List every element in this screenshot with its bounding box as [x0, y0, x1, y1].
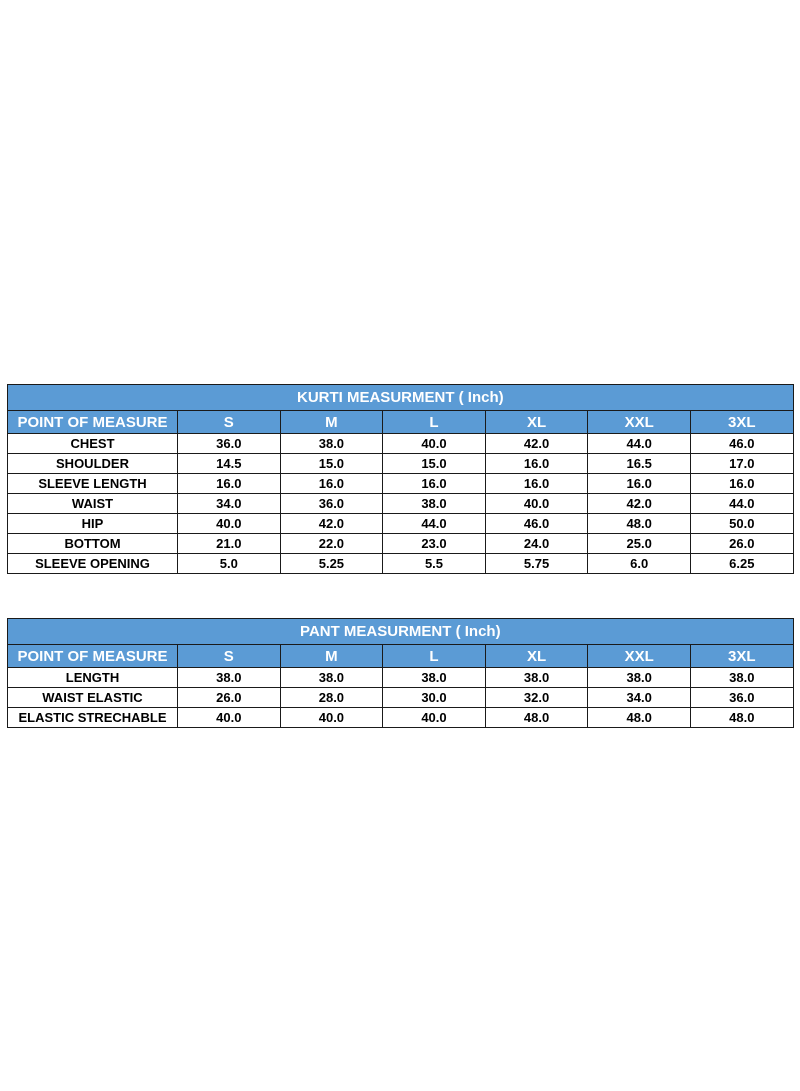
measurement-cell: 48.0: [588, 514, 691, 534]
measurement-cell: 36.0: [690, 688, 793, 708]
measurement-cell: 34.0: [178, 494, 281, 514]
row-label: HIP: [8, 514, 178, 534]
measurement-cell: 26.0: [690, 534, 793, 554]
measurement-cell: 15.0: [280, 454, 383, 474]
measurement-cell: 40.0: [383, 434, 486, 454]
measurement-cell: 22.0: [280, 534, 383, 554]
table-row: [8, 494, 794, 514]
measurement-cell: 38.0: [690, 668, 793, 688]
header-size-s: S: [178, 645, 281, 668]
measurement-cell: 38.0: [280, 668, 383, 688]
table-row: [8, 688, 794, 708]
measurement-cell: 38.0: [588, 668, 691, 688]
measurement-cell: 6.25: [690, 554, 793, 574]
measurement-cell: 16.0: [383, 474, 486, 494]
measurement-cell: 38.0: [178, 668, 281, 688]
measurement-cell: 34.0: [588, 688, 691, 708]
measurement-cell: 46.0: [690, 434, 793, 454]
measurement-cell: 30.0: [383, 688, 486, 708]
table-row: [8, 668, 794, 688]
row-label: ELASTIC STRECHABLE: [8, 708, 178, 728]
measurement-cell: 42.0: [280, 514, 383, 534]
measurement-cell: 28.0: [280, 688, 383, 708]
measurement-cell: 16.0: [690, 474, 793, 494]
header-point-of-measure: POINT OF MEASURE: [8, 411, 178, 434]
measurement-cell: 36.0: [280, 494, 383, 514]
measurement-cell: 5.5: [383, 554, 486, 574]
measurement-cell: 40.0: [280, 708, 383, 728]
table-row: [8, 454, 794, 474]
measurement-cell: 16.0: [485, 454, 588, 474]
measurement-cell: 48.0: [588, 708, 691, 728]
header-size-l: L: [383, 411, 486, 434]
measurement-cell: 38.0: [280, 434, 383, 454]
measurement-cell: 40.0: [383, 708, 486, 728]
measurement-cell: 25.0: [588, 534, 691, 554]
measurement-cell: 16.0: [178, 474, 281, 494]
table-row: [8, 708, 794, 728]
measurement-cell: 40.0: [485, 494, 588, 514]
row-label: LENGTH: [8, 668, 178, 688]
measurement-cell: 48.0: [690, 708, 793, 728]
pant-table-title: PANT MEASURMENT ( Inch): [8, 619, 794, 645]
header-size-xl: XL: [485, 411, 588, 434]
kurti-table-title: KURTI MEASURMENT ( Inch): [8, 385, 794, 411]
measurement-cell: 38.0: [383, 494, 486, 514]
row-label: SLEEVE OPENING: [8, 554, 178, 574]
measurement-cell: 23.0: [383, 534, 486, 554]
header-size-m: M: [280, 645, 383, 668]
measurement-cell: 5.0: [178, 554, 281, 574]
table-row: [8, 534, 794, 554]
measurement-cell: 24.0: [485, 534, 588, 554]
measurement-cell: 38.0: [383, 668, 486, 688]
table-row: [8, 554, 794, 574]
measurement-cell: 40.0: [178, 514, 281, 534]
measurement-cell: 16.0: [280, 474, 383, 494]
header-size-xxl: XXL: [588, 645, 691, 668]
measurement-cell: 42.0: [485, 434, 588, 454]
measurement-cell: 16.5: [588, 454, 691, 474]
measurement-cell: 44.0: [588, 434, 691, 454]
pant-measurement-table: [7, 618, 794, 728]
row-label: SLEEVE LENGTH: [8, 474, 178, 494]
measurement-cell: 46.0: [485, 514, 588, 534]
table-row: [8, 434, 794, 454]
row-label: WAIST ELASTIC: [8, 688, 178, 708]
measurement-cell: 21.0: [178, 534, 281, 554]
header-size-s: S: [178, 411, 281, 434]
measurement-cell: 36.0: [178, 434, 281, 454]
measurement-cell: 14.5: [178, 454, 281, 474]
measurement-cell: 44.0: [383, 514, 486, 534]
measurement-cell: 44.0: [690, 494, 793, 514]
kurti-header-row: [8, 411, 794, 434]
row-label: SHOULDER: [8, 454, 178, 474]
header-size-xxl: XXL: [588, 411, 691, 434]
row-label: CHEST: [8, 434, 178, 454]
measurement-cell: 16.0: [485, 474, 588, 494]
measurement-cell: 16.0: [588, 474, 691, 494]
pant-header-row: [8, 645, 794, 668]
measurement-cell: 42.0: [588, 494, 691, 514]
measurement-cell: 32.0: [485, 688, 588, 708]
row-label: BOTTOM: [8, 534, 178, 554]
measurement-cell: 40.0: [178, 708, 281, 728]
measurement-cell: 6.0: [588, 554, 691, 574]
header-size-m: M: [280, 411, 383, 434]
measurement-cell: 38.0: [485, 668, 588, 688]
kurti-measurement-table: [7, 384, 794, 574]
header-point-of-measure: POINT OF MEASURE: [8, 645, 178, 668]
table-row: [8, 474, 794, 494]
header-size-xl: XL: [485, 645, 588, 668]
row-label: WAIST: [8, 494, 178, 514]
header-size-l: L: [383, 645, 486, 668]
measurement-cell: 26.0: [178, 688, 281, 708]
header-size-3xl: 3XL: [690, 645, 793, 668]
measurement-cell: 15.0: [383, 454, 486, 474]
measurement-cell: 5.25: [280, 554, 383, 574]
measurement-cell: 50.0: [690, 514, 793, 534]
table-row: [8, 514, 794, 534]
measurement-cell: 48.0: [485, 708, 588, 728]
measurement-cell: 5.75: [485, 554, 588, 574]
measurement-cell: 17.0: [690, 454, 793, 474]
header-size-3xl: 3XL: [690, 411, 793, 434]
